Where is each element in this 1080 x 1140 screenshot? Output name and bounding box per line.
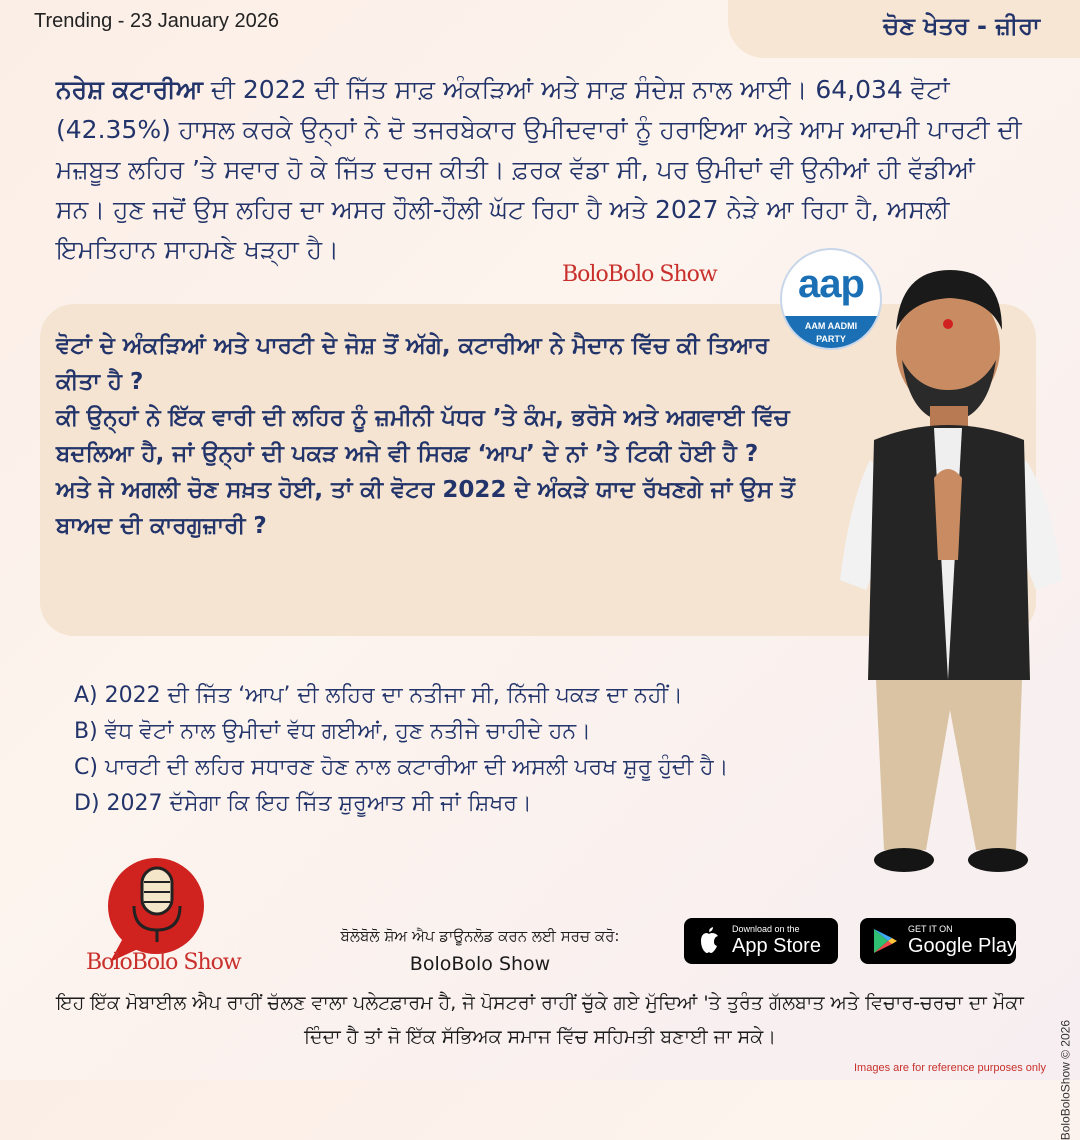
- candidate-photo: [830, 260, 1080, 880]
- app-store-button[interactable]: [684, 918, 838, 964]
- googleplay-big-label: Google Play: [908, 935, 1017, 957]
- trending-date: Trending - 23 January 2026: [34, 10, 279, 32]
- intro-paragraph: [56, 70, 1028, 270]
- app-name: BoloBolo Show: [409, 953, 551, 975]
- option-c[interactable]: C) ਪਾਰਟੀ ਦੀ ਲਹਿਰ ਸਧਾਰਣ ਹੋਣ ਨਾਲ ਕਟਾਰੀਆ ਦੀ ਅਸਲੀ ਪਰਖ ਸ਼ੁਰੂ ਹੁੰਦੀ ਹੈ।: [74, 755, 729, 780]
- party-name-line1: AAM AADMI: [804, 321, 858, 331]
- appstore-big-label: App Store: [732, 935, 821, 957]
- image-disclaimer: Images are for reference purposes only: [854, 1062, 1046, 1074]
- option-d[interactable]: D) 2027 ਦੱਸੇਗਾ ਕਿ ਇਹ ਜਿੱਤ ਸ਼ੁਰੂਆਤ ਸੀ ਜਾਂ ਸ਼ਿਖਰ।: [74, 791, 532, 816]
- google-play-button[interactable]: [860, 918, 1016, 964]
- footer-description: ਇਹ ਇੱਕ ਮੋਬਾਈਲ ਐਪ ਰਾਹੀਂ ਚੱਲਣ ਵਾਲਾ ਪਲੇਟਫ਼ਾਰਮ ਹੈ, ਜੋ ਪੋਸਟਰਾਂ ਰਾਹੀਂ ਚੁੱਕੇ ਗਏ ਮੁੱਦਿਆਂ 'ਤੇ ਤੁਰੰਤ ਗੱਲਬਾਤ ਅਤੇ ਵਿਚਾਰ-ਚਰਚਾ ਦਾ ਮੌਕਾ ਦਿੰਦਾ ਹੈ ਤਾਂ ਜੋ ਇੱਕ ਸੱਭਿਅਕ ਸਮਾਜ ਵਿੱਚ ਸਹਿਮਤੀ ਬਣਾਈ ਜਾ ਸਕੇ।: [56, 992, 1024, 1048]
- appstore-small-label: Download on the: [732, 924, 800, 934]
- questions-block: [56, 328, 816, 544]
- question-3: ਅਤੇ ਜੇ ਅਗਲੀ ਚੋਣ ਸਖ਼ਤ ਹੋਈ, ਤਾਂ ਕੀ ਵੋਟਰ 2022 ਦੇ ਅੰਕੜੇ ਯਾਦ ਰੱਖਣਗੇ ਜਾਂ ਉਸ ਤੋਂ ਬਾਅਦ ਦੀ ਕਾਰਗੁਜ਼ਾਰੀ ?: [56, 477, 795, 539]
- search-prompt-text: ਬੋਲੋਬੋਲੋ ਸ਼ੋਅ ਐਪ ਡਾਊਨਲੋਡ ਕਰਨ ਲਈ ਸਰਚ ਕਰੋ:: [340, 927, 620, 945]
- apple-icon: [694, 926, 724, 956]
- googleplay-small-label: GET IT ON: [908, 924, 953, 934]
- party-wordmark: aap: [798, 262, 864, 306]
- google-play-icon: [870, 926, 900, 956]
- question-1: ਵੋਟਾਂ ਦੇ ਅੰਕੜਿਆਂ ਅਤੇ ਪਾਰਟੀ ਦੇ ਜੋਸ਼ ਤੋਂ ਅੱਗੇ, ਕਟਾਰੀਆ ਨੇ ਮੈਦਾਨ ਵਿੱਚ ਕੀ ਤਿਆਰ ਕੀਤਾ ਹੈ ?: [56, 333, 769, 395]
- copyright-credit: BoloBoloShow © 2026: [1058, 1020, 1072, 1140]
- intro-text: ਦੀ 2022 ਦੀ ਜਿੱਤ ਸਾਫ਼ ਅੰਕੜਿਆਂ ਅਤੇ ਸਾਫ਼ ਸੰਦੇਸ਼ ਨਾਲ ਆਈ। 64,034 ਵੋਟਾਂ (42.35%) ਹਾਸਲ ਕਰਕੇ ਉਨ੍ਹਾਂ ਨੇ ਦੋ ਤਜਰਬੇਕਾਰ ਉਮੀਦਵਾਰਾਂ ਨੂੰ ਹਰਾਇਆ ਅਤੇ ਆਮ ਆਦਮੀ ਪਾਰਟੀ ਦੀ ਮਜ਼ਬੂਤ ਲਹਿਰ ’ਤੇ ਸਵਾਰ ਹੋ ਕੇ ਜਿੱਤ ਦਰਜ ਕੀਤੀ। ਫ਼ਰਕ ਵੱਡਾ ਸੀ, ਪਰ ਉਮੀਦਾਂ ਵੀ ਉਨੀਆਂ ਹੀ ਵੱਡੀਆਂ ਸਨ। ਹੁਣ ਜਦੋਂ ਉਸ ਲਹਿਰ ਦਾ ਅਸਰ ਹੌਲੀ-ਹੌਲੀ ਘੱਟ ਰਿਹਾ ਹੈ ਅਤੇ 2027 ਨੇੜੇ ਆ ਰਿਹਾ ਹੈ, ਅਸਲੀ ਇਮਤਿਹਾਨ ਸਾਹਮਣੇ ਖੜ੍ਹਾ ਹੈ।: [56, 75, 1022, 264]
- party-logo: [780, 248, 882, 350]
- constituency-label: ਚੋਣ ਖੇਤਰ - ਜ਼ੀਰਾ: [883, 12, 1040, 40]
- answer-options: [74, 678, 728, 822]
- party-name-line2: PARTY: [816, 334, 846, 344]
- question-2: ਕੀ ਉਨ੍ਹਾਂ ਨੇ ਇੱਕ ਵਾਰੀ ਦੀ ਲਹਿਰ ਨੂੰ ਜ਼ਮੀਨੀ ਪੱਧਰ ’ਤੇ ਕੰਮ, ਭਰੋਸੇ ਅਤੇ ਅਗਵਾਈ ਵਿੱਚ ਬਦਲਿਆ ਹੈ, ਜਾਂ ਉਨ੍ਹਾਂ ਦੀ ਪਕੜ ਅਜੇ ਵੀ ਸਿਰਫ਼ ‘ਆਪ’ ਦੇ ਨਾਂ ’ਤੇ ਟਿਕੀ ਹੋਈ ਹੈ ?: [56, 405, 790, 467]
- option-a[interactable]: A) 2022 ਦੀ ਜਿੱਤ ‘ਆਪ’ ਦੀ ਲਹਿਰ ਦਾ ਨਤੀਜਾ ਸੀ, ਨਿੱਜੀ ਪਕੜ ਦਾ ਨਹੀਂ।: [74, 683, 683, 708]
- app-search-prompt: [300, 922, 660, 978]
- brand-name: BoloBolo Show: [86, 950, 241, 975]
- candidate-name: ਨਰੇਸ਼ ਕਟਾਰੀਆ: [56, 75, 203, 104]
- party-name-band: [782, 316, 880, 350]
- option-b[interactable]: B) ਵੱਧ ਵੋਟਾਂ ਨਾਲ ਉਮੀਦਾਂ ਵੱਧ ਗਈਆਂ, ਹੁਣ ਨਤੀਜੇ ਚਾਹੀਦੇ ਹਨ।: [74, 719, 591, 744]
- brand-watermark: BoloBolo Show: [562, 262, 717, 287]
